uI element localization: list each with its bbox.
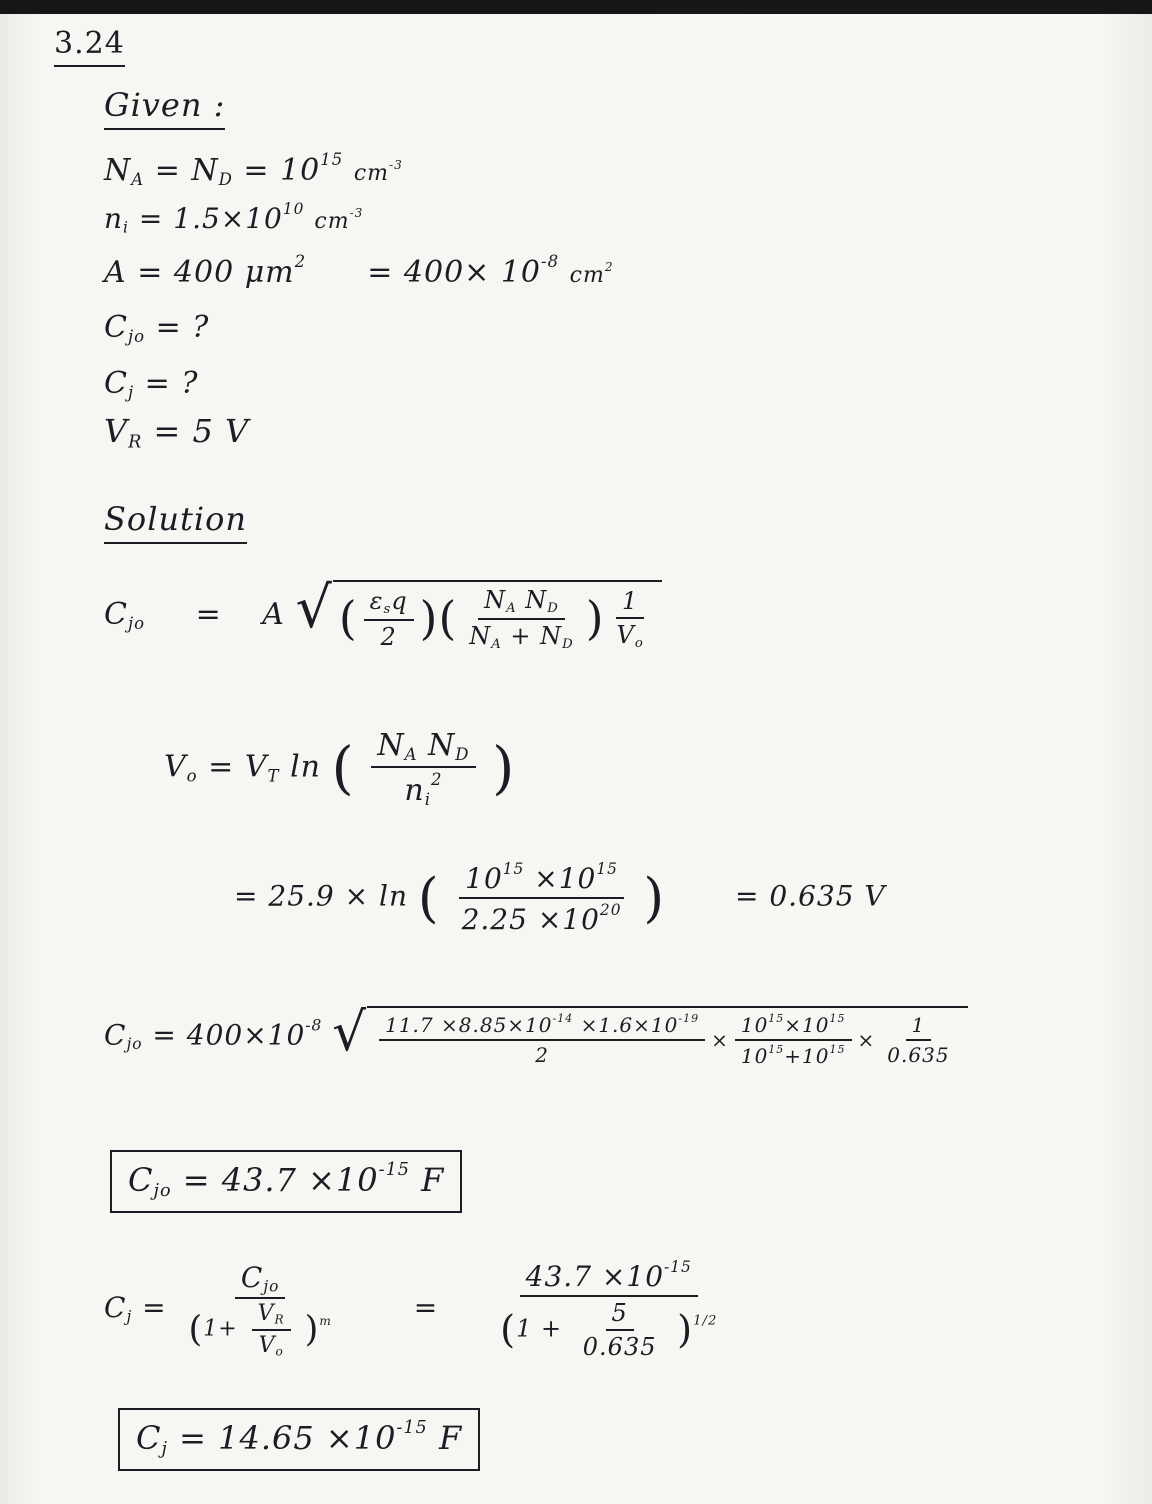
equation-vo-value: = 25.9 × ln ( $\frac{10^{15} \times 10^{15}}{2.25 \times 10^{20}}$ ) = 0.635 V bbox=[234, 860, 886, 936]
top-dark-edge bbox=[0, 0, 1152, 14]
result-cj-box: $C_j = 14.65 \times 10^{-15}$ F bbox=[118, 1408, 480, 1471]
solution-heading: Solution bbox=[104, 500, 247, 538]
square-root-numeric: √ $\frac{11.7 \times 8.85\times 10^{-14} \times 1.6\times 10^{-19}}{2}$ × $\frac{10^{15}\times 10^{15}}{10^{15}+10^{15}}$ × $\frac{1}{0.635}$ bbox=[332, 1006, 967, 1068]
equation-cjo-formula: $C_{jo} = A$ √ ( $\frac{\varepsilon_sq}{2}$ ) ( $\frac{N_A N_D}{N_A + N_D}$ ) $\frac{1}{V_o}$ bbox=[104, 580, 662, 652]
square-root: √ ( $\frac{\varepsilon_sq}{2}$ ) ( $\frac{N_A N_D}{N_A + N_D}$ ) $\frac{1}{V_o}$ bbox=[295, 580, 661, 652]
given-heading: Given : bbox=[104, 86, 225, 124]
given-vr: $V_R = 5$ V bbox=[104, 412, 250, 453]
given-cjo: $C_{jo}$ = ? bbox=[104, 310, 210, 346]
equation-cj: $C_j$ = $C_{jo}$ (1+ $\frac{V_R}{V_o}$ )$^m$ = $43.7 \times 10^{-15}$ (1 + $\frac{5}{0.635}$ )$^{1/2}$ bbox=[104, 1258, 718, 1361]
given-cj: $C_j$ = ? bbox=[104, 366, 199, 402]
result-cjo-box: $C_{jo} = 43.7 \times 10^{-15}$ F bbox=[110, 1150, 462, 1213]
given-area: A = 400 $\mu m^2 = 400\times 10^{-8}$ $cm^2$ bbox=[104, 252, 614, 290]
vo-result: = 0.635 V bbox=[735, 879, 886, 913]
given-ni: $n_i = 1.5\times 10^{10}$ $cm^{-3}$ bbox=[104, 200, 364, 237]
equation-vo-formula: $V_o = V_T$ ln ( $\frac{N_A N_D}{n_i^2}$ ) bbox=[164, 728, 516, 809]
given-doping: $N_A = N_D = 10^{15}$ $cm^{-3}$ bbox=[104, 150, 403, 189]
problem-number: 3.24 bbox=[54, 26, 125, 61]
equation-cjo-value: $C_{jo} = 400\times 10^{-8}$ √ $\frac{11.7 \times 8.85\times 10^{-14} \times 1.6\times 10^{-19}}{2}$ × $\frac{10^{15}\times 10^{15}}{10^{15}+10^{15}}$ × $\frac{1}{0.635}$ bbox=[104, 1006, 968, 1068]
